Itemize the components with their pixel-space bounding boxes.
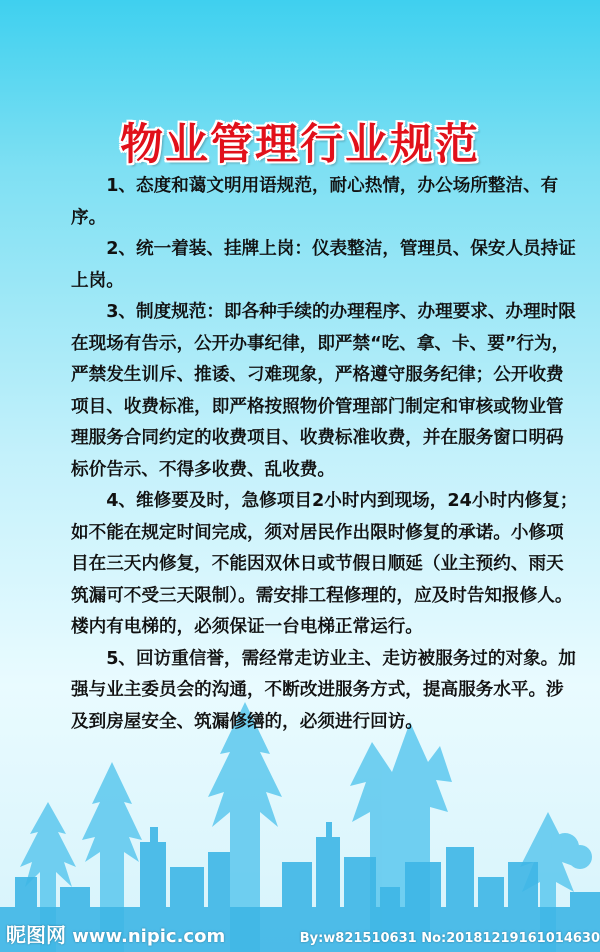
regulation-item-3: 3、制度规范：即各种手续的办理程序、办理要求、办理时限在现场有告示，公开办事纪律，即严禁“吃、拿、卡、要”行为，严禁发生训斥、推诿、刁难现象，严格遵守服务纪律；公开收费项目、收费标准，即严格按照物价管理部门制定和审核或物业管理服务合同约定的收费项目、收费标准收费，并在服务窗口明码标价告示、不得多收费、乱收费。 [71,302,576,480]
regulation-item-5: 5、回访重信誉，需经常走访业主、走访被服务过的对象。加强与业主委员会的沟通，不断改进服务方式，提高服务水平。涉及到房屋安全、筑漏修缮的，必须进行回访。 [71,648,576,732]
watermark-logo: 昵图网 [6,923,66,947]
watermark-id: By:w821510631 No:20181219161014630 [299,931,600,946]
regulation-item-2: 2、统一着装、挂牌上岗：仪表整洁，管理员、保安人员持证上岗。 [71,239,576,291]
regulation-item-4: 4、维修要及时，急修项目2小时内到现场，24小时内修复；如不能在规定时间完成，须对居民作出限时修复的承诺。小修项目在三天内修复，不能因双休日或节假日顺延（业主预约、雨天筑漏可不受三天限制）。需安排工程修理的，应及时告知报修人。楼内有电梯的，必须保证一台电梯正常运行。 [71,491,578,637]
regulation-item-1: 1、态度和蔼文明用语规范，耐心热情，办公场所整洁、有序。 [71,176,559,228]
watermark-url: www.nipic.com [72,926,226,947]
regulation-text [71,171,581,738]
watermark-site [6,919,225,948]
poster-title: 物业管理行业规范 [120,119,480,170]
